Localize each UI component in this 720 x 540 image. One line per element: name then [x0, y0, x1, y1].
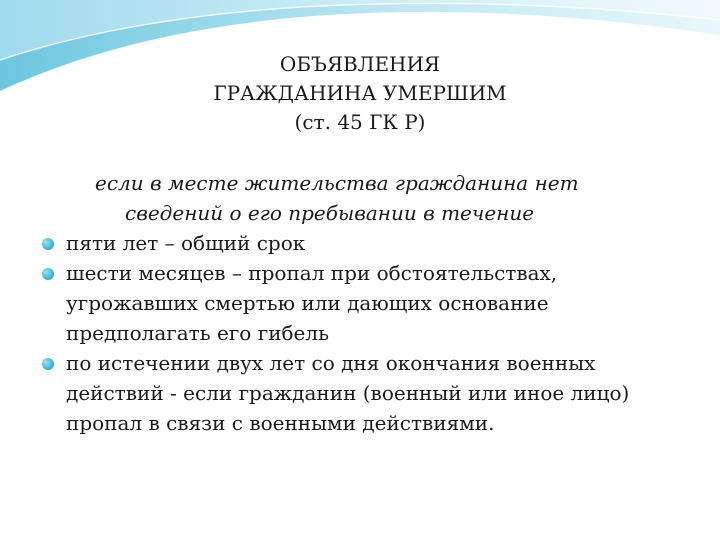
list-item-text: шести месяцев – пропал при обстоятельствах, угрожавших смертью или дающих основание предполагать его гибель	[66, 261, 558, 345]
intro-line-2: сведений о его пребывании в течение	[125, 201, 535, 225]
list-item-text: по истечении двух лет со дня окончания военных действий - если гражданин (военный или иное лицо) пропал в связи с военными действиями.	[66, 351, 630, 435]
title-line-2: ГРАЖДАНИНА УМЕРШИМ	[213, 81, 507, 105]
circle-bullet-icon	[42, 268, 54, 280]
intro-line-1: если в месте жительства гражданина нет	[95, 171, 579, 195]
bullet-list	[40, 228, 680, 438]
list-item	[40, 348, 680, 438]
list-item-text: пяти лет – общий срок	[66, 231, 306, 255]
title-line-1: ОБЪЯВЛЕНИЯ	[279, 52, 441, 76]
slide-title	[150, 50, 570, 137]
list-item	[40, 258, 680, 348]
title-line-3: (ст. 45 ГК Р)	[294, 110, 426, 134]
intro-text	[95, 168, 680, 228]
circle-bullet-icon	[42, 358, 54, 370]
circle-bullet-icon	[42, 238, 54, 250]
list-item	[40, 228, 680, 258]
slide-content	[40, 168, 680, 438]
